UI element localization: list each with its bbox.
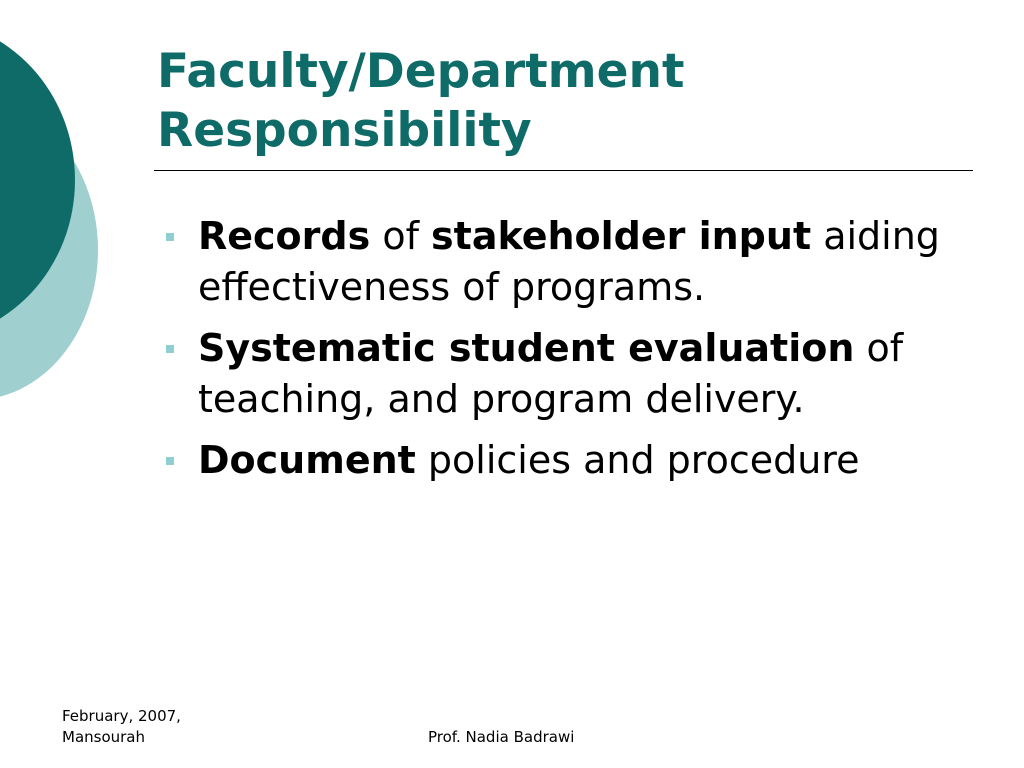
slide-title-line-2: Responsibility (157, 103, 532, 158)
square-bullet-icon (166, 233, 174, 241)
footer-date: February, 2007, (62, 707, 181, 725)
bullet-emphasis: stakeholder input (431, 214, 812, 258)
bullet-text: policies and procedure (415, 438, 860, 482)
slide-title-line-1: Faculty/Department (157, 44, 685, 99)
bullet-item-records (160, 211, 940, 313)
bullet-emphasis: Records (198, 214, 371, 258)
bullet-item-student-evaluation (160, 323, 940, 425)
bullet-item-document (160, 435, 940, 486)
bullet-text: aiding effectiveness of programs. (198, 214, 940, 309)
bullet-emphasis: Systematic student evaluation (198, 326, 855, 370)
footer-presenter: Prof. Nadia Badrawi (428, 728, 575, 746)
title-divider (154, 170, 973, 171)
footer-date-location (62, 706, 262, 748)
bullet-text: of teaching, and program delivery. (198, 326, 904, 421)
square-bullet-icon (166, 457, 174, 465)
bullet-emphasis: Document (198, 438, 416, 482)
bullet-list (160, 211, 940, 496)
footer-location: Mansourah (62, 728, 146, 746)
bullet-text: of (370, 214, 432, 258)
slide-title (157, 42, 977, 160)
square-bullet-icon (166, 345, 174, 353)
